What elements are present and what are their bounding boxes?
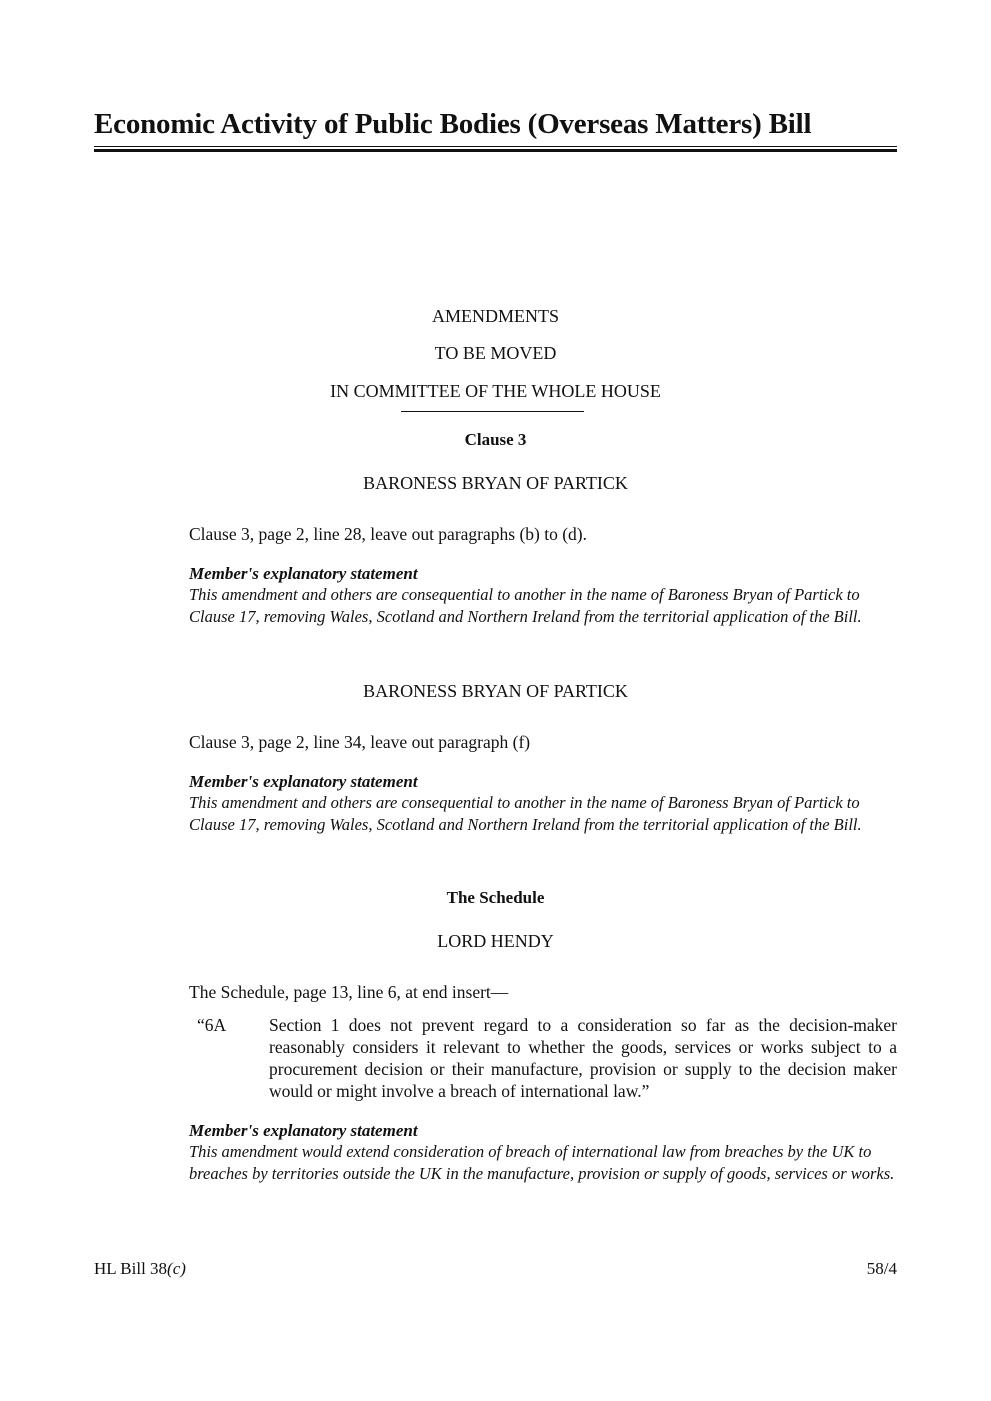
bill-reference-prefix: HL Bill 38 (94, 1259, 168, 1278)
inserted-paragraph-number: “6A (197, 1015, 227, 1035)
amendment-member: BARONESS BRYAN OF PARTICK (363, 473, 628, 493)
explanatory-statement (189, 771, 897, 836)
title-rule-thin (94, 146, 897, 147)
amendment-member: LORD HENDY (437, 931, 554, 951)
title-rule-thick (94, 149, 897, 152)
statement-heading: Member's explanatory statement (189, 772, 418, 791)
amendment-member: BARONESS BRYAN OF PARTICK (363, 681, 628, 701)
bill-reference (94, 1258, 186, 1280)
bill-title: Economic Activity of Public Bodies (Overseas Matters) Bill (94, 108, 812, 140)
statement-body: This amendment would extend consideration of breach of international law from breaches by the UK to breaches by territories outside the UK in the manufacture, provision or supply of goods, services or works. (189, 1142, 895, 1183)
heading-amendments: AMENDMENTS (431, 306, 559, 326)
inserted-paragraph-text: Section 1 does not prevent regard to a consideration so far as the decision-maker reasonably considers it relevant to whether the goods, services or works subject to a procurement decision or their manufacture, provision or supply to the decision maker would or might involve a breach of international law.” (269, 1015, 897, 1101)
statement-body: This amendment and others are consequential to another in the name of Baroness Bryan of Partick to Clause 17, removing Wales, Scotland and Northern Ireland from the territorial application of the Bill. (189, 585, 862, 626)
amendment-text: Clause 3, page 2, line 28, leave out paragraphs (b) to (d). (189, 524, 587, 544)
bill-reference-suffix: (c) (167, 1259, 186, 1278)
heading-committee: IN COMMITTEE OF THE WHOLE HOUSE (330, 381, 661, 401)
heading-to-be-moved: TO BE MOVED (434, 343, 557, 363)
amendment-text: Clause 3, page 2, line 34, leave out paragraph (f) (189, 732, 531, 752)
amendment-text: The Schedule, page 13, line 6, at end insert— (189, 982, 509, 1002)
explanatory-statement (189, 1120, 897, 1185)
page-reference: 58/4 (866, 1259, 897, 1278)
explanatory-statement (189, 563, 897, 628)
heading-divider (401, 411, 584, 412)
statement-heading: Member's explanatory statement (189, 1121, 418, 1140)
section-heading-schedule: The Schedule (446, 888, 545, 907)
section-heading-clause-3: Clause 3 (464, 430, 527, 449)
statement-body: This amendment and others are consequential to another in the name of Baroness Bryan of Partick to Clause 17, removing Wales, Scotland and Northern Ireland from the territorial application of the Bill. (189, 793, 862, 834)
statement-heading: Member's explanatory statement (189, 564, 418, 583)
